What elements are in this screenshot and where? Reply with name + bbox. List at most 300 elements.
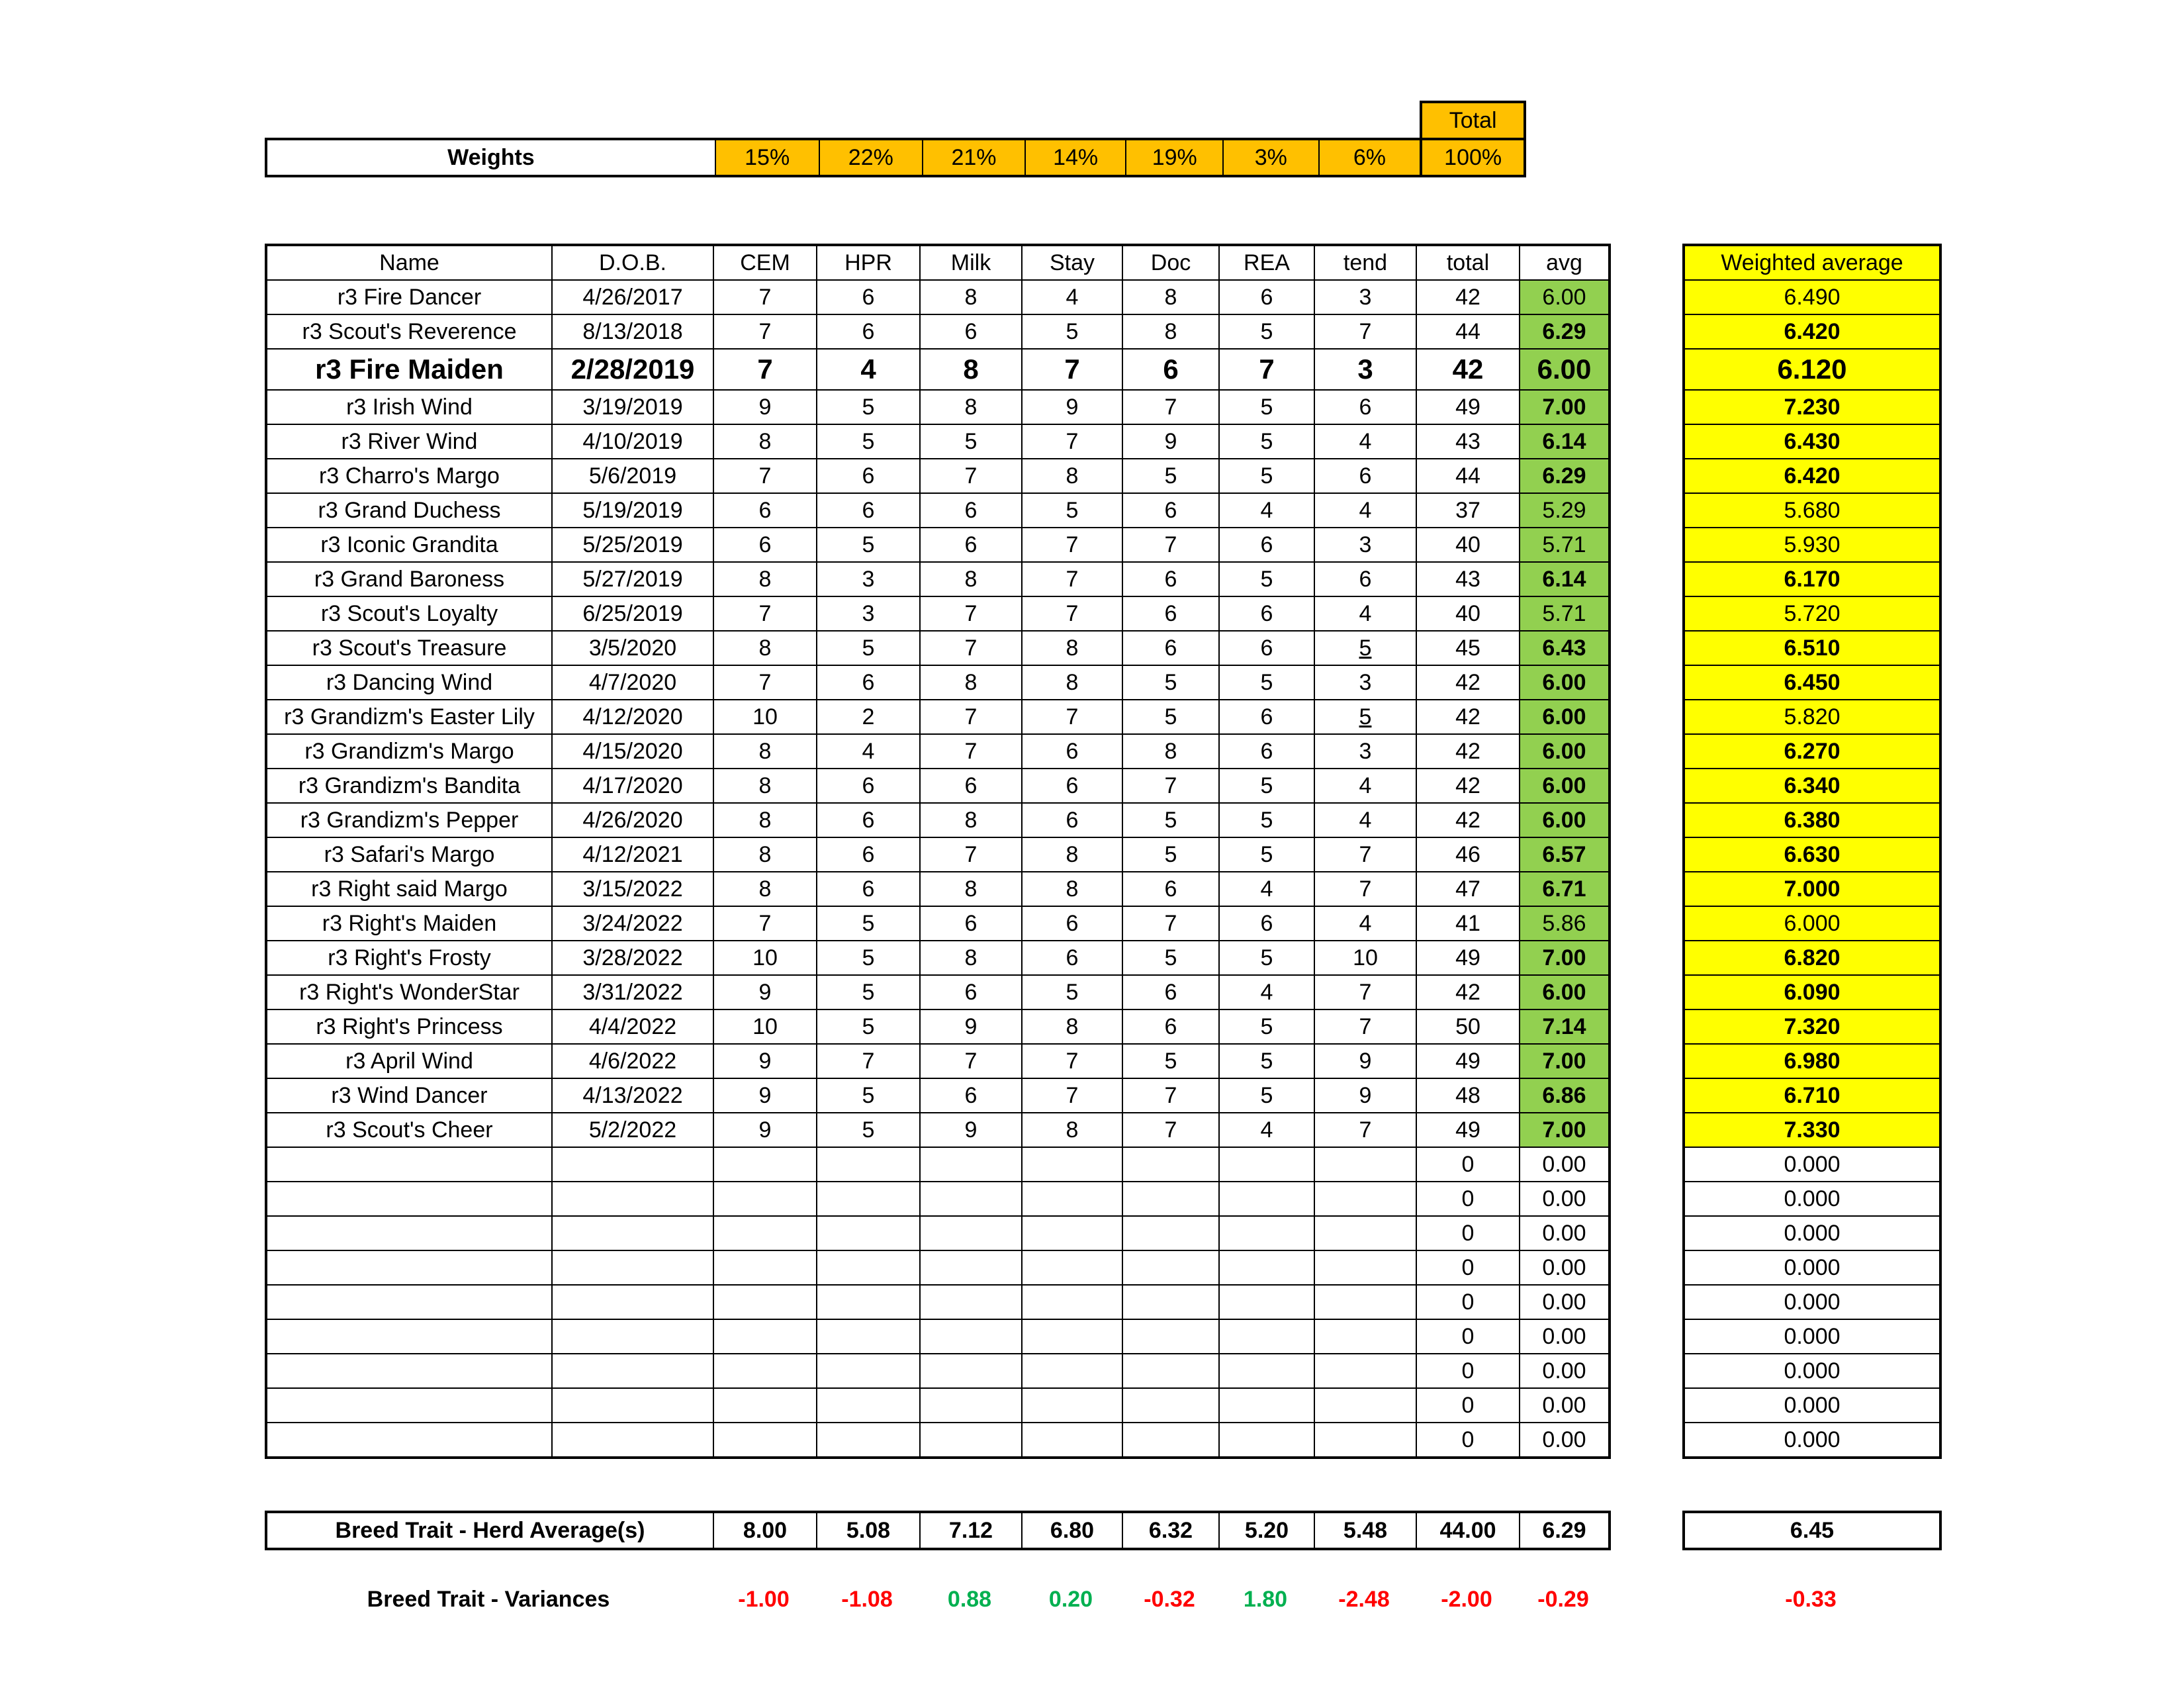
cell-total: 47 xyxy=(1416,872,1520,906)
cell-total: 42 xyxy=(1416,349,1520,390)
cell-name: r3 Right's Princess xyxy=(266,1009,552,1044)
cell-total: 42 xyxy=(1416,975,1520,1009)
cell-cem: 6 xyxy=(713,493,817,528)
cell-doc: 8 xyxy=(1122,734,1219,769)
table-row xyxy=(266,665,1940,700)
cell-weighted-average: 6.510 xyxy=(1684,631,1940,665)
cell-hpr: 5 xyxy=(817,1113,920,1147)
cell-total: 0 xyxy=(1416,1182,1520,1216)
cell-doc: 6 xyxy=(1122,631,1219,665)
empty-cell xyxy=(1022,1319,1122,1354)
cell-dob: 3/28/2022 xyxy=(552,941,713,975)
cell-weighted-average: 6.090 xyxy=(1684,975,1940,1009)
cell-milk: 6 xyxy=(920,1078,1022,1113)
empty-cell xyxy=(1022,1285,1122,1319)
spacer-cell xyxy=(1610,941,1684,975)
column-header: CEM xyxy=(713,245,817,280)
variances-row xyxy=(265,1582,1939,1617)
cell-dob: 5/6/2019 xyxy=(552,459,713,493)
cell-dob: 4/13/2022 xyxy=(552,1078,713,1113)
spacer-cell xyxy=(1610,596,1684,631)
spacer-cell xyxy=(1610,665,1684,700)
cell-total: 50 xyxy=(1416,1009,1520,1044)
cell-milk: 8 xyxy=(920,280,1022,314)
cell-milk: 8 xyxy=(920,390,1022,424)
cell-total: 43 xyxy=(1416,424,1520,459)
table-row xyxy=(266,280,1940,314)
empty-cell xyxy=(552,1182,713,1216)
cell-weighted-average: 7.320 xyxy=(1684,1009,1940,1044)
cell-hpr: 3 xyxy=(817,562,920,596)
cell-doc: 5 xyxy=(1122,941,1219,975)
column-header: Weighted average xyxy=(1684,245,1940,280)
cell-doc: 8 xyxy=(1122,314,1219,349)
empty-cell xyxy=(920,1285,1022,1319)
herd-average-weighted: 6.45 xyxy=(1684,1512,1940,1549)
cell-hpr: 4 xyxy=(817,349,920,390)
empty-row xyxy=(266,1250,1940,1285)
empty-cell xyxy=(552,1250,713,1285)
cell-tend: 4 xyxy=(1314,424,1416,459)
spacer-cell xyxy=(1610,1044,1684,1078)
cell-rea: 5 xyxy=(1219,459,1314,493)
empty-cell xyxy=(817,1388,920,1423)
cell-weighted-average: 0.000 xyxy=(1684,1182,1940,1216)
empty-cell xyxy=(713,1423,817,1458)
cell-hpr: 5 xyxy=(817,424,920,459)
empty-row xyxy=(266,1182,1940,1216)
empty-cell xyxy=(1219,1216,1314,1250)
empty-cell xyxy=(266,1216,552,1250)
cell-stay: 5 xyxy=(1022,975,1122,1009)
cell-dob: 4/6/2022 xyxy=(552,1044,713,1078)
empty-cell xyxy=(817,1250,920,1285)
cell-name: r3 Fire Dancer xyxy=(266,280,552,314)
cell-milk: 8 xyxy=(920,872,1022,906)
empty-row xyxy=(266,1354,1940,1388)
cell-milk: 7 xyxy=(920,837,1022,872)
empty-cell xyxy=(266,1423,552,1458)
cell-avg: 6.29 xyxy=(1520,314,1610,349)
herd-average-doc: 6.32 xyxy=(1122,1512,1219,1549)
cell-cem: 10 xyxy=(713,941,817,975)
cell-stay: 7 xyxy=(1022,562,1122,596)
spacer-cell xyxy=(1610,1354,1684,1388)
cell-milk: 6 xyxy=(920,314,1022,349)
cell-total: 49 xyxy=(1416,1113,1520,1147)
cell-milk: 5 xyxy=(920,424,1022,459)
cell-milk: 8 xyxy=(920,562,1022,596)
cell-stay: 5 xyxy=(1022,493,1122,528)
empty-row xyxy=(266,1216,1940,1250)
empty-row xyxy=(266,1319,1940,1354)
cell-dob: 5/25/2019 xyxy=(552,528,713,562)
cell-stay: 7 xyxy=(1022,700,1122,734)
cell-doc: 6 xyxy=(1122,975,1219,1009)
weight-stay: 14% xyxy=(1025,139,1126,176)
cell-avg: 5.71 xyxy=(1520,596,1610,631)
cell-rea: 6 xyxy=(1219,734,1314,769)
cell-stay: 8 xyxy=(1022,665,1122,700)
cell-avg: 5.86 xyxy=(1520,906,1610,941)
spacer-cell xyxy=(1610,424,1684,459)
cell-weighted-average: 6.710 xyxy=(1684,1078,1940,1113)
spacer-cell xyxy=(1610,1147,1684,1182)
empty-cell xyxy=(920,1250,1022,1285)
cell-cem: 7 xyxy=(713,665,817,700)
empty-cell xyxy=(1314,1250,1416,1285)
cell-milk: 6 xyxy=(920,906,1022,941)
cell-avg: 0.00 xyxy=(1520,1182,1610,1216)
cell-milk: 7 xyxy=(920,734,1022,769)
cell-hpr: 5 xyxy=(817,390,920,424)
cell-rea: 5 xyxy=(1219,390,1314,424)
cell-hpr: 5 xyxy=(817,941,920,975)
cell-doc: 6 xyxy=(1122,349,1219,390)
cell-stay: 7 xyxy=(1022,596,1122,631)
cell-rea: 5 xyxy=(1219,562,1314,596)
cell-name: r3 Right's Frosty xyxy=(266,941,552,975)
cell-avg: 6.00 xyxy=(1520,734,1610,769)
cell-tend: 5 xyxy=(1314,700,1416,734)
cell-name: r3 April Wind xyxy=(266,1044,552,1078)
table-row xyxy=(266,872,1940,906)
variance-tend: -2.48 xyxy=(1338,1586,1390,1612)
cell-avg: 0.00 xyxy=(1520,1147,1610,1182)
cell-dob: 3/31/2022 xyxy=(552,975,713,1009)
empty-cell xyxy=(817,1319,920,1354)
cell-total: 45 xyxy=(1416,631,1520,665)
empty-cell xyxy=(920,1354,1022,1388)
cell-avg: 7.00 xyxy=(1520,1044,1610,1078)
cell-dob: 2/28/2019 xyxy=(552,349,713,390)
empty-cell xyxy=(920,1147,1022,1182)
column-header: D.O.B. xyxy=(552,245,713,280)
cell-cem: 8 xyxy=(713,837,817,872)
cell-stay: 8 xyxy=(1022,631,1122,665)
cell-doc: 6 xyxy=(1122,596,1219,631)
table-row xyxy=(266,390,1940,424)
empty-cell xyxy=(1122,1423,1219,1458)
empty-cell xyxy=(1022,1182,1122,1216)
cell-hpr: 5 xyxy=(817,528,920,562)
cell-rea: 5 xyxy=(1219,424,1314,459)
empty-cell xyxy=(1219,1354,1314,1388)
cell-milk: 6 xyxy=(920,769,1022,803)
cell-doc: 7 xyxy=(1122,1113,1219,1147)
cell-rea: 5 xyxy=(1219,1044,1314,1078)
variance-avg: -0.29 xyxy=(1537,1586,1589,1612)
cell-total: 49 xyxy=(1416,390,1520,424)
cell-avg: 6.29 xyxy=(1520,459,1610,493)
cell-tend: 7 xyxy=(1314,837,1416,872)
column-header: total xyxy=(1416,245,1520,280)
cell-dob: 5/19/2019 xyxy=(552,493,713,528)
cell-avg: 7.14 xyxy=(1520,1009,1610,1044)
empty-cell xyxy=(266,1147,552,1182)
cell-rea: 4 xyxy=(1219,1113,1314,1147)
empty-cell xyxy=(266,1354,552,1388)
cell-milk: 9 xyxy=(920,1113,1022,1147)
table-row xyxy=(266,631,1940,665)
spacer-cell xyxy=(1610,1216,1684,1250)
empty-cell xyxy=(1122,1250,1219,1285)
cell-hpr: 6 xyxy=(817,837,920,872)
cell-cem: 7 xyxy=(713,280,817,314)
empty-cell xyxy=(1122,1182,1219,1216)
column-header: Doc xyxy=(1122,245,1219,280)
table-header-row xyxy=(266,245,1940,280)
cell-hpr: 4 xyxy=(817,734,920,769)
cell-avg: 6.00 xyxy=(1520,280,1610,314)
cell-rea: 7 xyxy=(1219,349,1314,390)
empty-cell xyxy=(920,1182,1022,1216)
cell-name: r3 Grandizm's Pepper xyxy=(266,803,552,837)
cell-cem: 7 xyxy=(713,596,817,631)
empty-cell xyxy=(713,1182,817,1216)
cell-weighted-average: 7.330 xyxy=(1684,1113,1940,1147)
table-row xyxy=(266,906,1940,941)
cell-stay: 8 xyxy=(1022,1113,1122,1147)
cell-doc: 5 xyxy=(1122,700,1219,734)
herd-average-stay: 6.80 xyxy=(1022,1512,1122,1549)
table-row xyxy=(266,837,1940,872)
cell-dob: 5/2/2022 xyxy=(552,1113,713,1147)
spacer-cell xyxy=(1610,1182,1684,1216)
cell-tend: 6 xyxy=(1314,459,1416,493)
spacer-cell xyxy=(1610,1113,1684,1147)
cell-avg: 0.00 xyxy=(1520,1250,1610,1285)
spacer-cell xyxy=(1610,734,1684,769)
empty-cell xyxy=(1219,1250,1314,1285)
cell-weighted-average: 0.000 xyxy=(1684,1354,1940,1388)
variances-table xyxy=(265,1582,1939,1617)
cell-weighted-average: 5.820 xyxy=(1684,700,1940,734)
cell-avg: 6.86 xyxy=(1520,1078,1610,1113)
cell-name: r3 Charro's Margo xyxy=(266,459,552,493)
cell-doc: 6 xyxy=(1122,1009,1219,1044)
empty-cell xyxy=(1314,1216,1416,1250)
cell-weighted-average: 0.000 xyxy=(1684,1285,1940,1319)
cell-dob: 4/7/2020 xyxy=(552,665,713,700)
cell-cem: 9 xyxy=(713,975,817,1009)
cell-tend: 6 xyxy=(1314,390,1416,424)
table-row xyxy=(266,734,1940,769)
spacer-cell xyxy=(1610,528,1684,562)
table-row xyxy=(266,1113,1940,1147)
cell-total: 42 xyxy=(1416,769,1520,803)
cell-weighted-average: 5.720 xyxy=(1684,596,1940,631)
empty-cell xyxy=(1022,1216,1122,1250)
herd-average-row xyxy=(266,1512,1940,1549)
column-header: Stay xyxy=(1022,245,1122,280)
cell-name: r3 Right said Margo xyxy=(266,872,552,906)
cell-doc: 7 xyxy=(1122,1078,1219,1113)
cell-tend: 7 xyxy=(1314,872,1416,906)
cell-cem: 9 xyxy=(713,1078,817,1113)
cell-avg: 0.00 xyxy=(1520,1319,1610,1354)
cell-total: 49 xyxy=(1416,1044,1520,1078)
cell-rea: 6 xyxy=(1219,631,1314,665)
table-row xyxy=(266,941,1940,975)
herd-average-avg: 6.29 xyxy=(1520,1512,1610,1549)
cell-hpr: 6 xyxy=(817,314,920,349)
weight-milk: 21% xyxy=(923,139,1025,176)
empty-cell xyxy=(1122,1354,1219,1388)
empty-cell xyxy=(1219,1285,1314,1319)
cell-cem: 8 xyxy=(713,424,817,459)
cell-doc: 9 xyxy=(1122,424,1219,459)
variance-doc: -0.32 xyxy=(1144,1586,1195,1612)
cell-name: r3 Scout's Reverence xyxy=(266,314,552,349)
herd-average-total: 44.00 xyxy=(1416,1512,1520,1549)
cell-stay: 8 xyxy=(1022,872,1122,906)
herd-average-tend: 5.48 xyxy=(1314,1512,1416,1549)
cell-total: 40 xyxy=(1416,528,1520,562)
cell-dob: 4/4/2022 xyxy=(552,1009,713,1044)
empty-cell xyxy=(1219,1182,1314,1216)
empty-cell xyxy=(920,1388,1022,1423)
empty-cell xyxy=(817,1182,920,1216)
cell-weighted-average: 7.230 xyxy=(1684,390,1940,424)
cell-tend: 3 xyxy=(1314,528,1416,562)
weight-rea: 3% xyxy=(1223,139,1319,176)
cell-total: 40 xyxy=(1416,596,1520,631)
cell-doc: 6 xyxy=(1122,872,1219,906)
cell-stay: 8 xyxy=(1022,1009,1122,1044)
spacer-cell xyxy=(1610,459,1684,493)
cell-weighted-average: 0.000 xyxy=(1684,1423,1940,1458)
cell-total: 0 xyxy=(1416,1285,1520,1319)
spacer-cell xyxy=(1610,349,1684,390)
cell-cem: 6 xyxy=(713,528,817,562)
cell-rea: 5 xyxy=(1219,769,1314,803)
cell-dob: 8/13/2018 xyxy=(552,314,713,349)
cell-cem: 9 xyxy=(713,1044,817,1078)
cell-hpr: 5 xyxy=(817,975,920,1009)
table-row xyxy=(266,769,1940,803)
cell-tend: 4 xyxy=(1314,493,1416,528)
cell-doc: 7 xyxy=(1122,906,1219,941)
cell-weighted-average: 6.120 xyxy=(1684,349,1940,390)
cell-doc: 7 xyxy=(1122,390,1219,424)
cell-dob: 3/19/2019 xyxy=(552,390,713,424)
empty-cell xyxy=(713,1319,817,1354)
herd-average-cem: 8.00 xyxy=(713,1512,817,1549)
weight-cem: 15% xyxy=(715,139,819,176)
cell-tend: 10 xyxy=(1314,941,1416,975)
weight-tend: 6% xyxy=(1319,139,1422,176)
empty-cell xyxy=(552,1285,713,1319)
cell-total: 0 xyxy=(1416,1354,1520,1388)
cell-weighted-average: 6.340 xyxy=(1684,769,1940,803)
spacer-cell xyxy=(1610,562,1684,596)
cell-dob: 4/12/2020 xyxy=(552,700,713,734)
spacer-cell xyxy=(1610,803,1684,837)
table-row xyxy=(266,349,1940,390)
cell-total: 0 xyxy=(1416,1216,1520,1250)
table-row xyxy=(266,314,1940,349)
cell-avg: 0.00 xyxy=(1520,1354,1610,1388)
cell-name: r3 Fire Maiden xyxy=(266,349,552,390)
variance-total: -2.00 xyxy=(1441,1586,1492,1612)
empty-cell xyxy=(1022,1147,1122,1182)
spacer-cell xyxy=(1610,245,1684,280)
cell-hpr: 2 xyxy=(817,700,920,734)
cell-total: 0 xyxy=(1416,1388,1520,1423)
cell-rea: 6 xyxy=(1219,906,1314,941)
spacer-cell xyxy=(1610,390,1684,424)
weights-table xyxy=(265,101,1526,177)
cell-stay: 6 xyxy=(1022,803,1122,837)
herd-average-hpr: 5.08 xyxy=(817,1512,920,1549)
cell-hpr: 6 xyxy=(817,459,920,493)
cell-cem: 8 xyxy=(713,734,817,769)
cell-dob: 3/24/2022 xyxy=(552,906,713,941)
cell-milk: 7 xyxy=(920,700,1022,734)
cell-avg: 0.00 xyxy=(1520,1388,1610,1423)
cell-dob: 5/27/2019 xyxy=(552,562,713,596)
empty-cell xyxy=(1314,1182,1416,1216)
column-header: avg xyxy=(1520,245,1610,280)
empty-row xyxy=(266,1147,1940,1182)
cell-weighted-average: 6.420 xyxy=(1684,314,1940,349)
cell-name: r3 Grand Duchess xyxy=(266,493,552,528)
empty-cell xyxy=(1314,1285,1416,1319)
cell-doc: 5 xyxy=(1122,803,1219,837)
cell-stay: 8 xyxy=(1022,459,1122,493)
cell-dob: 4/10/2019 xyxy=(552,424,713,459)
spacer-cell xyxy=(1610,280,1684,314)
cell-milk: 6 xyxy=(920,975,1022,1009)
empty-cell xyxy=(1122,1388,1219,1423)
cell-avg: 5.29 xyxy=(1520,493,1610,528)
cell-weighted-average: 6.820 xyxy=(1684,941,1940,975)
cell-tend: 3 xyxy=(1314,665,1416,700)
cell-rea: 5 xyxy=(1219,803,1314,837)
cell-milk: 7 xyxy=(920,596,1022,631)
cell-total: 44 xyxy=(1416,459,1520,493)
cell-name: r3 Grandizm's Easter Lily xyxy=(266,700,552,734)
cell-avg: 6.00 xyxy=(1520,700,1610,734)
cell-weighted-average: 6.270 xyxy=(1684,734,1940,769)
empty-cell xyxy=(1314,1147,1416,1182)
variance-hpr: -1.08 xyxy=(841,1586,893,1612)
cell-name: r3 Grand Baroness xyxy=(266,562,552,596)
empty-cell xyxy=(1219,1388,1314,1423)
cell-weighted-average: 0.000 xyxy=(1684,1250,1940,1285)
cell-cem: 8 xyxy=(713,769,817,803)
cell-rea: 5 xyxy=(1219,665,1314,700)
empty-cell xyxy=(713,1216,817,1250)
empty-cell xyxy=(713,1250,817,1285)
cell-total: 41 xyxy=(1416,906,1520,941)
scores-table xyxy=(265,244,1942,1459)
cell-weighted-average: 7.000 xyxy=(1684,872,1940,906)
cell-avg: 6.00 xyxy=(1520,349,1610,390)
cell-total: 0 xyxy=(1416,1423,1520,1458)
table-row xyxy=(266,596,1940,631)
empty-cell xyxy=(713,1354,817,1388)
cell-cem: 8 xyxy=(713,872,817,906)
empty-cell xyxy=(552,1388,713,1423)
cell-total: 42 xyxy=(1416,803,1520,837)
cell-doc: 6 xyxy=(1122,493,1219,528)
empty-cell xyxy=(552,1354,713,1388)
spacer-cell xyxy=(1610,493,1684,528)
weight-total: 100% xyxy=(1421,139,1525,176)
empty-row xyxy=(266,1285,1940,1319)
